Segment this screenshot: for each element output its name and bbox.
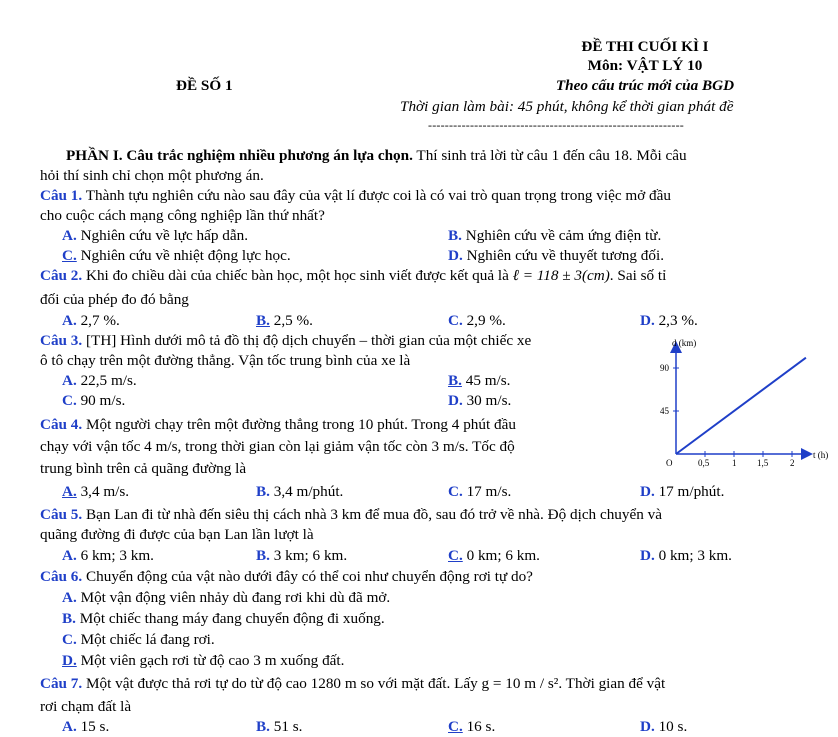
q5-stem-line-2: quãng đường đi được của bạn Lan lần lượt là	[40, 526, 314, 543]
exam-number: ĐỀ SỐ 1	[176, 77, 233, 94]
q7-label: Câu 7.	[40, 675, 83, 692]
q2-option-c[interactable]: C. 2,9 %.	[448, 312, 506, 329]
q6-stem-line-1: Câu 6. Chuyển động của vật nào dưới đây có thể coi như chuyển động rơi tự do?	[40, 568, 533, 585]
q5-stem-line-1: Câu 5. Bạn Lan đi từ nhà đến siêu thị cách nhà 3 km để mua đồ, sau đó trở về nhà. Độ dịch chuyển và	[40, 506, 662, 523]
q7-option-a[interactable]: A. 15 s.	[62, 718, 110, 735]
q6-option-c[interactable]: C. Một chiếc lá đang rơi.	[62, 631, 215, 648]
q6-option-d[interactable]: D. Một viên gạch rơi từ độ cao 3 m xuống đất.	[62, 652, 345, 669]
q5-option-b[interactable]: B. 3 km; 6 km.	[256, 547, 348, 564]
q7-option-d[interactable]: D. 10 s.	[640, 718, 688, 735]
q2-formula: ℓ = 118 ± 3(cm)	[512, 267, 610, 284]
y-axis-label: d (km)	[672, 338, 697, 348]
q4-label: Câu 4.	[40, 416, 83, 433]
q4-stem-line-1: Câu 4. Một người chạy trên một đường thẳng trong 10 phút. Trong 4 phút đầu	[40, 416, 516, 433]
displacement-line	[676, 358, 806, 454]
q2-option-a[interactable]: A. 2,7 %.	[62, 312, 120, 329]
q6-option-a[interactable]: A. Một vận động viên nhảy dù đang rơi khi dù đã mở.	[62, 589, 391, 606]
q4-option-b[interactable]: B. 3,4 m/phút.	[256, 483, 344, 500]
x-tick-label-1-5: 1,5	[757, 458, 769, 468]
displacement-time-graph	[640, 336, 836, 476]
q7-stem-line-2: rơi chạm đất là	[40, 698, 132, 715]
part1-instruction-b: hỏi thí sinh chỉ chọn một phương án.	[40, 167, 264, 184]
q7-option-c[interactable]: C. 16 s.	[448, 718, 496, 735]
q3-option-d[interactable]: D. 30 m/s.	[448, 392, 512, 409]
q4-option-a[interactable]: A. 3,4 m/s.	[62, 483, 130, 500]
y-tick-label-45: 45	[660, 406, 669, 416]
q4-option-d[interactable]: D. 17 m/phút.	[640, 483, 725, 500]
q4-option-c[interactable]: C. 17 m/s.	[448, 483, 512, 500]
q5-option-c[interactable]: C. 0 km; 6 km.	[448, 547, 540, 564]
x-tick-label-2: 2	[790, 458, 795, 468]
part1-instruction-a: Thí sinh trả lời từ câu 1 đến câu 18. Mỗi câu	[412, 147, 687, 164]
q7-stem-line-1: Câu 7. Một vật được thả rơi tự do từ độ cao 1280 m so với mặt đất. Lấy g = 10 m / s². Thời gian để vật	[40, 675, 666, 692]
q2-option-d[interactable]: D. 2,3 %.	[640, 312, 698, 329]
q3-label: Câu 3.	[40, 332, 83, 349]
q6-option-b[interactable]: B. Một chiếc thang máy đang chuyển động đi xuống.	[62, 610, 385, 627]
q3-option-a[interactable]: A. 22,5 m/s.	[62, 372, 137, 389]
q1-option-c[interactable]: C. Nghiên cứu về nhiệt động lực học.	[62, 247, 291, 264]
q3-stem-line-1: Câu 3. [TH] Hình dưới mô tả đồ thị độ dịch chuyển – thời gian của một chiếc xe	[40, 332, 532, 349]
x-tick-label-0-5: 0,5	[698, 458, 710, 468]
q4-stem-line-3: trung bình trên cả quãng đường là	[40, 460, 247, 477]
subject-line: Môn: VẬT LÝ 10	[587, 57, 703, 74]
structure-note: Theo cấu trúc mới của BGD	[555, 77, 735, 94]
q7-option-b[interactable]: B. 51 s.	[256, 718, 303, 735]
part1-heading	[66, 146, 687, 165]
q2-stem-line-1: Câu 2. Khi đo chiều dài của chiếc bàn học, một học sinh viết được kết quả là ℓ = 118 ± 3(cm). Sai số tỉ	[40, 267, 667, 284]
q5-option-d[interactable]: D. 0 km; 3 km.	[640, 547, 732, 564]
origin-label: O	[666, 458, 673, 468]
q3-stem-line-2: ô tô chạy trên một đường thẳng. Vận tốc trung bình của xe là	[40, 352, 411, 369]
q1-option-a[interactable]: A. Nghiên cứu về lực hấp dẫn.	[62, 227, 249, 244]
q6-label: Câu 6.	[40, 568, 83, 585]
q5-label: Câu 5.	[40, 506, 83, 523]
header-divider: -------------------------------------------------------------	[428, 118, 684, 132]
x-axis-label: t (h)	[813, 450, 829, 460]
q1-option-d[interactable]: D. Nghiên cứu về thuyết tương đối.	[448, 247, 664, 264]
q5-option-a[interactable]: A. 6 km; 3 km.	[62, 547, 154, 564]
q2-label: Câu 2.	[40, 267, 83, 284]
q2-option-b[interactable]: B. 2,5 %.	[256, 312, 313, 329]
time-note: Thời gian làm bài: 45 phút, không kể thời gian phát đề	[400, 98, 734, 115]
q1-stem-line-1: Câu 1. Thành tựu nghiên cứu nào sau đây của vật lí được coi là có vai trò quan trọng trong việc mở đầu	[40, 187, 671, 204]
q1-stem-line-2: cho cuộc cách mạng công nghiệp lần thứ nhất?	[40, 207, 325, 224]
q7-formula: g = 10 m / s²	[481, 675, 559, 692]
q3-option-b[interactable]: B. 45 m/s.	[448, 372, 511, 389]
q1-option-b[interactable]: B. Nghiên cứu về cảm ứng điện từ.	[448, 227, 662, 244]
q3-option-c[interactable]: C. 90 m/s.	[62, 392, 126, 409]
y-tick-label-90: 90	[660, 363, 669, 373]
q2-stem-line-2: đối của phép đo đó bằng	[40, 291, 189, 308]
q1-label: Câu 1.	[40, 187, 83, 204]
q4-stem-line-2: chạy với vận tốc 4 m/s, trong thời gian còn lại giảm vận tốc còn 3 m/s. Tốc độ	[40, 438, 515, 455]
part1-title: PHẦN I. Câu trắc nghiệm nhiều phương án lựa chọn.	[66, 147, 413, 164]
x-tick-label-1: 1	[732, 458, 737, 468]
exam-title: ĐỀ THI CUỐI KÌ I	[581, 38, 709, 55]
